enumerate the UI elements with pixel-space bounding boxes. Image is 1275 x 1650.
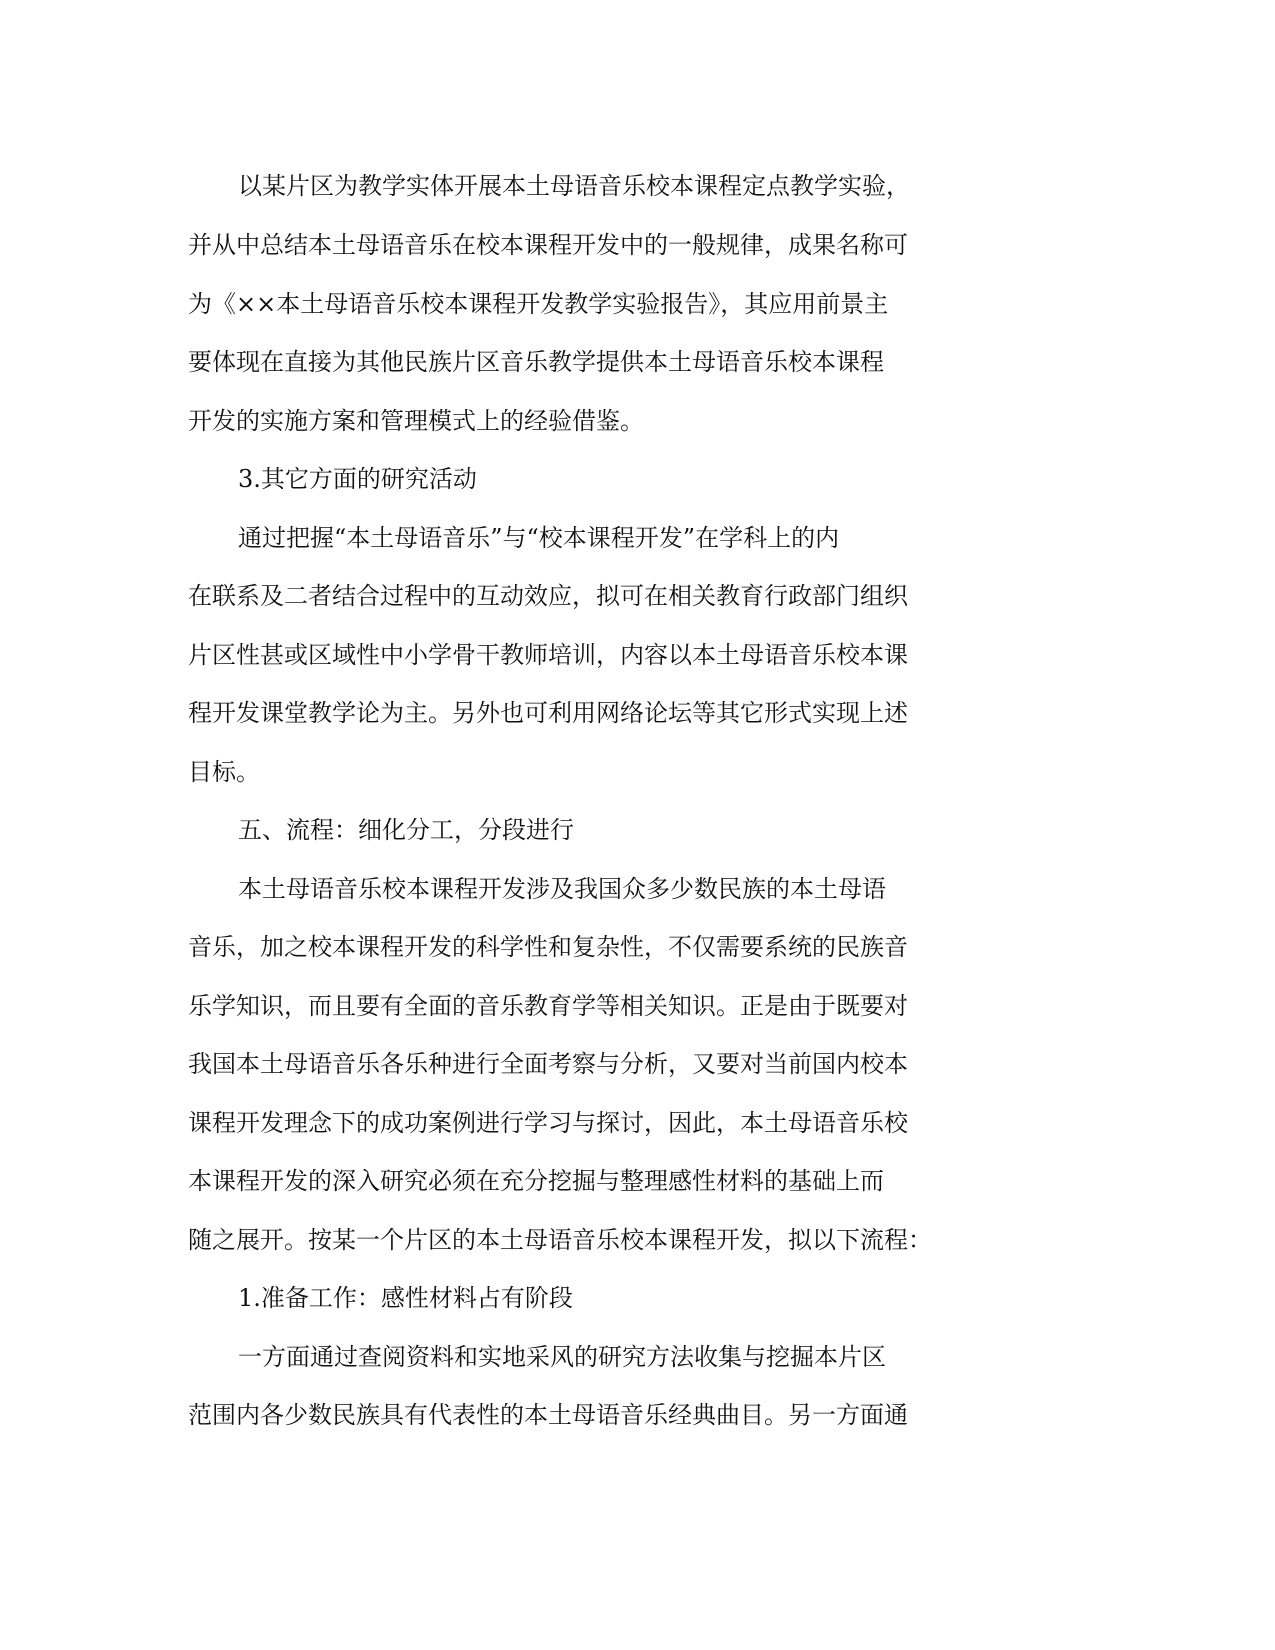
paragraph-line: 课程开发理念下的成功案例进行学习与探讨，因此，本土母语音乐校 xyxy=(188,1109,908,1137)
section-heading: 五、流程：细化分工，分段进行 xyxy=(238,816,574,844)
paragraph-line: 随之展开。按某一个片区的本土母语音乐校本课程开发，拟以下流程： xyxy=(188,1226,932,1254)
paragraph-line: 本课程开发的深入研究必须在充分挖掘与整理感性材料的基础上而 xyxy=(188,1167,884,1195)
paragraph-line: 为《××本土母语音乐校本课程开发教学实验报告》，其应用前景主 xyxy=(188,290,889,318)
paragraph-line: 开发的实施方案和管理模式上的经验借鉴。 xyxy=(188,407,644,435)
paragraph-line: 一方面通过查阅资料和实地采风的研究方法收集与挖掘本片区 xyxy=(238,1343,886,1371)
paragraph-line: 目标。 xyxy=(188,758,260,786)
paragraph-line: 片区性甚或区域性中小学骨干教师培训，内容以本土母语音乐校本课 xyxy=(188,641,908,669)
paragraph-line: 乐学知识，而且要有全面的音乐教育学等相关知识。正是由于既要对 xyxy=(188,992,908,1020)
paragraph-line: 范围内各少数民族具有代表性的本土母语音乐经典曲目。另一方面通 xyxy=(188,1401,908,1429)
paragraph-line: 我国本土母语音乐各乐种进行全面考察与分析，又要对当前国内校本 xyxy=(188,1050,908,1078)
paragraph-line: 以某片区为教学实体开展本土母语音乐校本课程定点教学实验， xyxy=(238,172,910,200)
paragraph-line: 要体现在直接为其他民族片区音乐教学提供本土母语音乐校本课程 xyxy=(188,348,884,376)
section-heading: 1.准备工作：感性材料占有阶段 xyxy=(238,1284,573,1312)
paragraph-line: 并从中总结本土母语音乐在校本课程开发中的一般规律，成果名称可 xyxy=(188,231,908,259)
section-heading: 3.其它方面的研究活动 xyxy=(238,465,477,493)
paragraph-line: 音乐，加之校本课程开发的科学性和复杂性，不仅需要系统的民族音 xyxy=(188,933,908,961)
paragraph-line: 在联系及二者结合过程中的互动效应，拟可在相关教育行政部门组织 xyxy=(188,582,908,610)
paragraph-line: 本土母语音乐校本课程开发涉及我国众多少数民族的本土母语 xyxy=(238,875,886,903)
paragraph-line: 通过把握“本土母语音乐”与“校本课程开发”在学科上的内 xyxy=(238,524,840,552)
paragraph-line: 程开发课堂教学论为主。另外也可利用网络论坛等其它形式实现上述 xyxy=(188,699,908,727)
